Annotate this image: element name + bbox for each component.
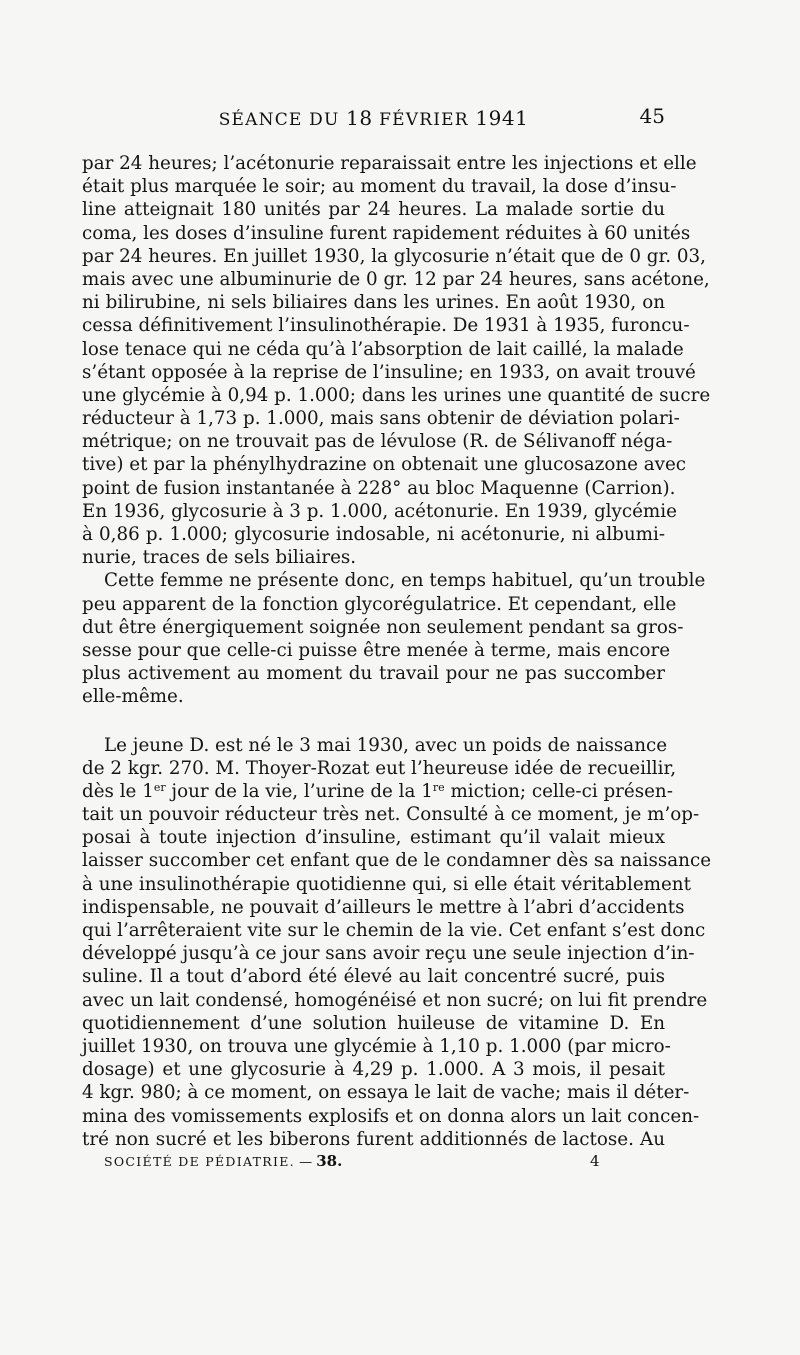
text-line: suline. Il a tout d’abord été élevé au lait concentré sucré, puis	[82, 966, 665, 988]
text-line: mais avec une albuminurie de 0 gr. 12 par 24 heures, sans acétone,	[82, 268, 710, 290]
title-prefix: SÉANCE DU	[218, 110, 340, 130]
paragraph-3	[82, 734, 712, 1151]
text-line: réducteur à 1,73 p. 1.000, mais sans obtenir de déviation polari-	[82, 408, 680, 430]
title-month: FÉVRIER	[379, 110, 469, 130]
text-line: cessa définitivement l’insulinothérapie. De 1931 à 1935, furoncu-	[82, 315, 690, 337]
paragraph-2	[82, 569, 706, 708]
text-line: point de fusion instantanée à 228° au bloc Maquenne (Carrion).	[82, 477, 676, 499]
signature-mark: 4	[590, 1152, 600, 1170]
text-line: ni bilirubine, ni sels biliaires dans les urines. En août 1930, on	[82, 292, 665, 314]
text-line: dut être énergiquement soignée non seulement pendant sa gros-	[82, 616, 684, 638]
text-line: avec un lait condensé, homogénéisé et non sucré; on lui fit prendre	[82, 989, 708, 1011]
text-line: Cette femme ne présente donc, en temps habituel, qu’un trouble	[104, 570, 706, 592]
text-line: mina des vomissements explosifs et on donna alors un lait concen-	[82, 1105, 700, 1127]
footer-society: SOCIÉTÉ DE PÉDIATRIE.	[104, 1154, 295, 1169]
text-line: line atteignait 180 unités par 24 heures. La malade sortie du	[82, 199, 665, 221]
text-line: à 0,86 p. 1.000; glycosurie indosable, ni acétonurie, ni albumi-	[82, 524, 665, 545]
page-number: 45	[639, 104, 665, 128]
text-line: tive) et par la phénylhydrazine on obtenait une glucosazone avec	[82, 454, 687, 476]
text-line: quotidiennement d’une solution huileuse de vitamine D. En	[82, 1012, 665, 1034]
text-line: dès le 1er jour de la vie, l’urine de la 1re miction; celle-ci présen-	[82, 780, 673, 802]
text-line: s’étant opposée à la reprise de l’insuline; en 1933, on avait trouvé	[82, 361, 696, 383]
text-line: juillet 1930, on trouva une glycémie à 1,10 p. 1.000 (par micro-	[82, 1035, 671, 1057]
text-line: de 2 kgr. 270. M. Thoyer-Rozat eut l’heureuse idée de recueillir,	[82, 757, 677, 779]
text-line: une glycémie à 0,94 p. 1.000; dans les urines une quantité de sucre	[82, 384, 711, 406]
body-text	[82, 152, 712, 1151]
text-line: qui l’arrêteraient vite sur le chemin de la vie. Cet enfant s’est donc	[82, 920, 706, 941]
footer-volume: 38.	[316, 1152, 343, 1170]
text-line: développé jusqu’à ce jour sans avoir reçu une seule injection d’in-	[82, 943, 695, 965]
paragraph-3-rest	[82, 803, 712, 1151]
text-line: sesse pour que celle-ci puisse être menée à terme, mais encore	[82, 639, 671, 661]
title-year: 1941	[475, 106, 529, 130]
text-line: nurie, traces de sels biliaires.	[82, 547, 357, 569]
text-line: 4 kgr. 980; à ce moment, on essaya le lait de vache; mais il déter-	[82, 1082, 690, 1104]
footer-dash: —	[299, 1155, 313, 1170]
paragraph-1	[82, 152, 711, 569]
text-line: métrique; on ne trouvait pas de lévulose (R. de Sélivanoff néga-	[82, 431, 673, 453]
text-line: peu apparent de la fonction glycorégulatrice. Et cependant, elle	[82, 593, 677, 615]
running-header	[82, 104, 665, 132]
text-line: elle-même.	[82, 686, 184, 708]
text-line: dosage) et une glycosurie à 4,29 p. 1.000. A 3 mois, il pesait	[82, 1059, 665, 1081]
text-line: posai à toute injection d’insuline, estimant qu’il valait mieux	[82, 827, 665, 849]
text-line: était plus marquée le soir; au moment du travail, la dose d’insu-	[82, 176, 677, 198]
text-line: coma, les doses d’insuline furent rapidement réduites à 60 unités	[82, 222, 691, 244]
text-line: laisser succomber cet enfant que de le condamner dès sa naissance	[82, 850, 712, 872]
text-line: plus activement au moment du travail pour ne pas succomber	[82, 663, 665, 685]
text-line: indispensable, ne pouvait d’ailleurs le mettre à l’abri d’accidents	[82, 896, 685, 918]
text-line: lose tenace qui ne céda qu’à l’absorption de lait caillé, la malade	[82, 338, 684, 360]
text-line: En 1936, glycosurie à 3 p. 1.000, acétonurie. En 1939, glycémie	[82, 500, 677, 522]
title-day: 18	[346, 106, 373, 130]
paragraph-gap	[82, 709, 665, 734]
running-title	[82, 106, 665, 130]
text-line: par 24 heures. En juillet 1930, la glycosurie n’était que de 0 gr. 03,	[82, 245, 706, 267]
text-line: tré non sucré et les biberons furent additionnés de lactose. Au	[82, 1128, 665, 1150]
text-line: à une insulinothérapie quotidienne qui, si elle était véritablement	[82, 873, 691, 895]
text-line: tait un pouvoir réducteur très net. Consulté à ce moment, je m’op-	[82, 804, 700, 826]
text-line: Le jeune D. est né le 3 mai 1930, avec un poids de naissance	[104, 734, 668, 756]
text-line: par 24 heures; l’acétonurie reparaissait entre les injections et elle	[82, 153, 697, 174]
page-footer	[104, 1152, 604, 1170]
